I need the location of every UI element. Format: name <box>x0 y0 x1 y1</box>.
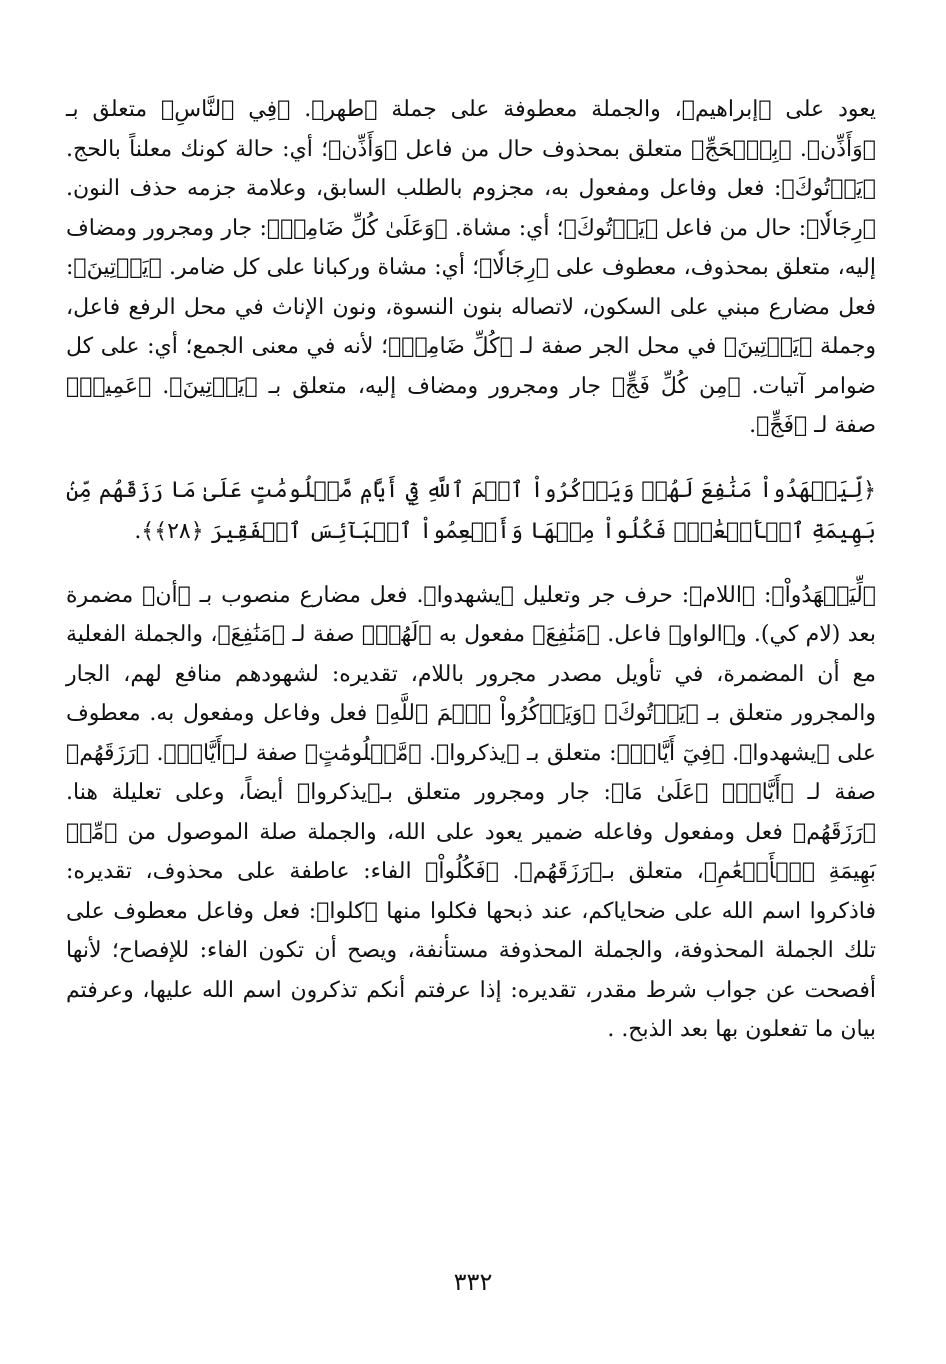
commentary-paragraph-1: يعود على ﴿إبراهيم﴾، والجملة معطوفة على جملة ﴿طهر﴾. ﴿فِي ٱلنَّاسِ﴾ متعلق بـ ﴿وَأَذِّن﴾. ﴿بِٱلۡحَجِّ﴾ متعلق بمحذوف حال من فاعل ﴿وَأَذِّن﴾؛ أي: حالة كونك معلناً بالحج. ﴿يَأۡتُوكَ﴾: فعل وفاعل ومفعول به، مجزوم بالطلب السابق، وعلامة جزمه حذف النون. ﴿رِجَالٗا﴾: حال من فاعل ﴿يَأۡتُوكَ﴾؛ أي: مشاة. ﴿وَعَلَىٰ كُلِّ ضَامِرٖ﴾: جار ومجرور ومضاف إليه، متعلق بمحذوف، معطوف على ﴿رِجَالٗا﴾؛ أي: مشاة وركبانا على كل ضامر. ﴿يَأۡتِينَ﴾: فعل مضارع مبني على السكون، لاتصاله بنون النسوة، ونون الإناث في محل الرفع فاعل، وجملة ﴿يَأۡتِينَ﴾ في محل الجر صفة لـ ﴿كُلِّ ضَامِرٖ﴾؛ لأنه في معنى الجمع؛ أي: على كل ضوامر آتيات. ﴿مِن كُلِّ فَجٍّ﴾ جار ومجرور ومضاف إليه، متعلق بـ ﴿يَأۡتِينَ﴾. ﴿عَمِيقٖ﴾ صفة لـ ﴿فَجٍّ﴾. <box>66 97 876 438</box>
page-number: ٣٣٢ <box>453 1268 493 1296</box>
page-body <box>66 90 876 1050</box>
commentary-paragraph-2: ﴿لِّيَشۡهَدُواْ﴾: ﴿اللام﴾: حرف جر وتعليل ﴿يشهدوا﴾. فعل مضارع منصوب بـ ﴿أن﴾ مضمرة بعد (لام كي). و﴿الواو﴾ فاعل. ﴿مَنَٰفِعَ﴾ مفعول به ﴿لَهُمۡ﴾ صفة لـ ﴿مَنَٰفِعَ﴾، والجملة الفعلية مع أن المضمرة، في تأويل مصدر مجرور باللام، تقديره: لشهودهم منافع لهم، الجار والمجرور متعلق بـ ﴿يَأۡتُوكَ﴾ ﴿وَيَذۡكُرُواْ ٱسۡمَ ٱللَّهِ﴾ فعل وفاعل ومفعول به. معطوف على ﴿يشهدوا﴾. ﴿فِيٓ أَيَّامٖ﴾: متعلق بـ ﴿يذكروا﴾. ﴿مَّعۡلُومَٰتٍ﴾ صفة لـ﴿أَيَّامٖ﴾. ﴿رَزَقَهُم﴾ صفة لـ ﴿أَيَّامٖ﴾ ﴿عَلَىٰ مَا﴾: جار ومجرور متعلق بـ﴿يذكروا﴾ أيضاً، وعلى تعليلة هنا. ﴿رَزَقَهُم﴾ فعل ومفعول وفاعله ضمير يعود على الله، والجملة صلة الموصول من ﴿مِّنۢ بَهِيمَةِ ٱلۡأَنۡعَٰمِ﴾، متعلق بـ﴿رَزَقَهُم﴾. ﴿فَكُلُواْ﴾ الفاء: عاطفة على محذوف، تقديره: فاذكروا اسم الله على ضحاياكم، عند ذبحها فكلوا منها ﴿كلوا﴾: فعل وفاعل معطوف على تلك الجملة المحذوفة، والجملة المحذوفة مستأنفة، ويصح أن تكون الفاء: للإفصاح؛ لأنها أفصحت عن جواب شرط مقدر، تقديره: إذا عرفتم أنكم تذكرون اسم الله عليها، وعرفتم بيان ما تفعلون بها بعد الذبح. . <box>66 582 876 1042</box>
quran-verse: ﴿لِّيَشۡهَدُواْ مَنَٰفِعَ لَهُمۡ وَيَذۡكُرُواْ ٱسۡمَ ٱللَّهِ فِيٓ أَيَّامٖ مَّعۡلُومَٰتٍ عَلَىٰ مَا رَزَقَهُم مِّنۢ بَهِيمَةِ ٱلۡأَنۡعَٰمِۖ فَكُلُواْ مِنۡهَا وَأَطۡعِمُواْ ٱلۡبَآئِسَ ٱلۡفَقِيرَ ﴿٢٨﴾﴾. <box>66 477 876 544</box>
